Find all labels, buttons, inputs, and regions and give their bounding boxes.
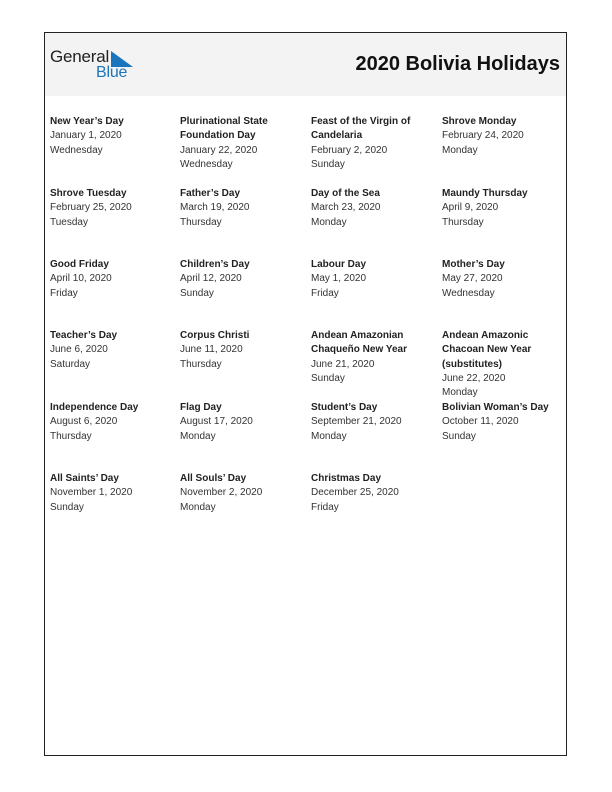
holiday-weekday: Friday (50, 287, 78, 299)
holiday-name: Children’s Day (180, 259, 250, 270)
holiday-weekday: Monday (442, 387, 478, 399)
page-frame (44, 32, 567, 756)
holiday-name: All Souls’ Day (180, 473, 247, 484)
holiday-name: Christmas Day (311, 473, 382, 484)
holiday-date: September 21, 2020 (311, 416, 402, 428)
holiday-weekday: Sunday (442, 430, 476, 442)
holiday-name: Teacher’s Day (50, 330, 118, 341)
holiday-entry (311, 258, 439, 301)
holiday-weekday: Tuesday (50, 216, 88, 228)
holiday-name: Shrove Monday (442, 116, 517, 127)
holiday-weekday: Sunday (180, 287, 214, 299)
holiday-date: March 23, 2020 (311, 202, 381, 214)
holiday-name: Plurinational State Foundation Day (180, 116, 268, 142)
holiday-weekday: Wednesday (50, 144, 103, 156)
holiday-name: New Year’s Day (50, 116, 124, 127)
holiday-entry (50, 329, 178, 372)
holiday-weekday: Thursday (50, 430, 92, 442)
holiday-entry (180, 401, 308, 444)
holiday-date: August 6, 2020 (50, 416, 118, 428)
holiday-date: November 2, 2020 (180, 487, 263, 499)
holiday-entry (442, 187, 570, 230)
holiday-date: January 1, 2020 (50, 130, 122, 142)
holiday-entry (442, 115, 570, 158)
holiday-name: Father’s Day (180, 188, 241, 199)
holiday-date: February 24, 2020 (442, 130, 524, 142)
header-band (45, 33, 566, 96)
holiday-name: Bolivian Woman’s Day (442, 402, 549, 413)
holiday-date: June 6, 2020 (50, 344, 108, 356)
holiday-name: Corpus Christi (180, 330, 250, 341)
holiday-date: April 9, 2020 (442, 202, 499, 214)
holiday-weekday: Monday (180, 501, 216, 513)
logo-text-general: General (50, 47, 110, 66)
holiday-weekday: Monday (442, 144, 478, 156)
holiday-name: Day of the Sea (311, 188, 380, 199)
holiday-weekday: Wednesday (180, 158, 233, 170)
holiday-date: October 11, 2020 (442, 416, 519, 428)
holiday-name: Andean Amazonic Chacoan New Year (substitutes) (442, 330, 532, 370)
holiday-entry (311, 187, 439, 230)
holiday-date: May 1, 2020 (311, 273, 367, 285)
holiday-entry (442, 258, 570, 301)
holiday-name: Mother’s Day (442, 259, 505, 270)
holiday-entry (442, 401, 570, 444)
holiday-name: Flag Day (180, 402, 222, 413)
holiday-date: May 27, 2020 (442, 273, 503, 285)
holiday-date: June 21, 2020 (311, 358, 375, 370)
holiday-weekday: Sunday (311, 372, 345, 384)
holiday-date: February 2, 2020 (311, 144, 388, 156)
holiday-weekday: Saturday (50, 358, 91, 370)
holiday-name: Labour Day (311, 259, 367, 270)
holiday-weekday: Sunday (50, 501, 84, 513)
holiday-entry (311, 401, 439, 444)
holiday-date: January 22, 2020 (180, 144, 258, 156)
holiday-date: March 19, 2020 (180, 202, 250, 214)
logo-text-blue: Blue (96, 64, 128, 81)
holiday-date: June 22, 2020 (442, 372, 506, 384)
holiday-entry (50, 115, 178, 158)
holiday-weekday: Sunday (311, 158, 345, 170)
holiday-name: Good Friday (50, 259, 109, 270)
holiday-name: Student’s Day (311, 402, 378, 413)
holiday-name: Independence Day (50, 402, 139, 413)
holiday-entry (311, 472, 439, 515)
holiday-entry (180, 472, 308, 515)
holiday-weekday: Thursday (180, 358, 222, 370)
holiday-name: Shrove Tuesday (50, 188, 127, 199)
holiday-weekday: Friday (311, 501, 339, 513)
generalblue-logo (50, 47, 140, 83)
holiday-entry (50, 401, 178, 444)
holiday-date: November 1, 2020 (50, 487, 133, 499)
holiday-entry (311, 115, 439, 172)
holiday-entry (180, 258, 308, 301)
holiday-name: Maundy Thursday (442, 188, 528, 199)
holiday-date: April 12, 2020 (180, 273, 242, 285)
holiday-date: June 11, 2020 (180, 344, 243, 356)
holiday-entry (180, 115, 308, 172)
holiday-entry (442, 329, 570, 400)
holiday-weekday: Monday (180, 430, 216, 442)
holiday-entry (50, 258, 178, 301)
holiday-entry (180, 329, 308, 372)
holiday-entry (180, 187, 308, 230)
holiday-weekday: Wednesday (442, 287, 495, 299)
holiday-date: December 25, 2020 (311, 487, 399, 499)
holiday-entry (50, 472, 178, 515)
holiday-date: April 10, 2020 (50, 273, 112, 285)
holiday-weekday: Thursday (180, 216, 222, 228)
holiday-name: Feast of the Virgin of Candelaria (311, 116, 411, 142)
holiday-weekday: Thursday (442, 216, 484, 228)
holiday-weekday: Friday (311, 287, 339, 299)
holiday-entry (311, 329, 439, 386)
holiday-weekday: Monday (311, 216, 347, 228)
holiday-date: August 17, 2020 (180, 416, 253, 428)
holiday-weekday: Monday (311, 430, 347, 442)
holiday-entry (50, 187, 178, 230)
holiday-name: All Saints’ Day (50, 473, 119, 484)
page-title: 2020 Bolivia Holidays (355, 53, 560, 75)
holiday-date: February 25, 2020 (50, 202, 132, 214)
holiday-name: Andean Amazonian Chaqueño New Year (311, 330, 407, 356)
